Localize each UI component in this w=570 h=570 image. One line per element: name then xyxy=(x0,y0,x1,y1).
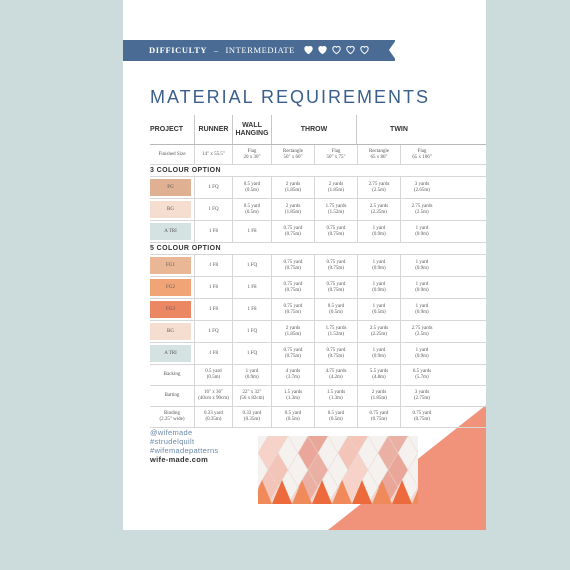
table-cell: Flag 65 x 106" xyxy=(400,145,443,164)
table-cell: 1 yard (0.9m) xyxy=(400,255,443,276)
table-cell: 1 yard (0.9m) xyxy=(400,221,443,242)
table-cell: 2 yards (1.85m) xyxy=(271,321,314,342)
table-cell: 1 yard (0.9m) xyxy=(400,343,443,364)
table-cell: 0.5 yard (0.5m) xyxy=(314,407,357,427)
table-cell: 1 yard (0.9m) xyxy=(400,299,443,320)
table-cell: 1 yard (0.5m) xyxy=(357,299,400,320)
hashtag-wifemadepatterns: #wifemadepatterns xyxy=(150,446,219,455)
banner-notch xyxy=(389,40,396,60)
table-cell: 0.33 yard (0.35m) xyxy=(232,407,271,427)
table-cell: 0.75 yard (0.75m) xyxy=(271,343,314,364)
table-cell: 1 yard (0.9m) xyxy=(357,343,400,364)
table-cell: 2.75 yards (2.5m) xyxy=(357,177,400,198)
header-cell: PROJECT xyxy=(150,125,184,133)
table-cell: 2.5 yards (2.25m) xyxy=(357,321,400,342)
table-cell: 1 yard (0.9m) xyxy=(357,277,400,298)
table-cell: 4.75 yards (4.2m) xyxy=(314,365,357,385)
table-cell: 0.75 yard (0.75m) xyxy=(357,407,400,427)
table-cell: 0.75 yard (0.75m) xyxy=(314,221,357,242)
header-cell: THROW xyxy=(271,115,356,144)
table-cell: 1 yard (0.9m) xyxy=(232,365,271,385)
table-row xyxy=(150,407,486,428)
row-label: Finished Size xyxy=(158,151,186,157)
table-cell: 0.75 yard (0.75m) xyxy=(314,277,357,298)
table-cell: 6.5 yards (5.7m) xyxy=(400,365,443,385)
heart-outline-icon xyxy=(345,44,356,55)
row-label: Backing xyxy=(163,372,181,377)
difficulty-label: DIFFICULTY xyxy=(149,45,208,55)
difficulty-banner xyxy=(123,40,395,61)
heart-outline-icon xyxy=(331,44,342,55)
header-cell: TWIN xyxy=(356,115,441,144)
table-cell: 1 yard (0.9m) xyxy=(400,277,443,298)
hashtag-strudelquilt: #strudelquilt xyxy=(150,437,195,446)
section-title: 3 COLOUR OPTION xyxy=(150,165,486,177)
material-table xyxy=(150,115,486,428)
table-cell: 1.75 yards (1.52m) xyxy=(314,321,357,342)
table-cell: Rectangle 65 x 86" xyxy=(357,145,400,164)
row-label: FG xyxy=(150,179,191,196)
table-cell: 1.5 yards (1.3m) xyxy=(271,386,314,406)
row-label: BG xyxy=(150,323,191,340)
table-cell: 2 yards (1.85m) xyxy=(271,177,314,198)
row-label: BG xyxy=(150,201,191,218)
table-cell: 1.75 yards (1.52m) xyxy=(314,199,357,220)
table-header xyxy=(150,115,486,145)
table-row xyxy=(150,277,486,299)
website-link: wife-made.com xyxy=(150,455,209,464)
table-cell: 14" x 55.5" xyxy=(194,145,232,164)
heart-outline-icon xyxy=(359,44,370,55)
row-label: Binding (2.25" wide) xyxy=(159,411,185,422)
row-label: FG2 xyxy=(150,279,191,296)
header-cell: RUNNER xyxy=(194,115,232,144)
table-cell: 1 FQ xyxy=(232,255,271,276)
footer-contacts xyxy=(150,428,218,464)
table-cell: 5.5 yards (4.8m) xyxy=(357,365,400,385)
row-label: A TRI xyxy=(150,345,191,362)
row-label: Batting xyxy=(164,393,180,398)
table-cell: 2.75 yards (2.5m) xyxy=(400,321,443,342)
difficulty-level: INTERMEDIATE xyxy=(225,45,295,55)
table-cell: 2 yards (1.85m) xyxy=(314,177,357,198)
table-cell: 1 F8 xyxy=(232,221,271,242)
table-cell: 2 yards (1.85m) xyxy=(271,199,314,220)
table-row xyxy=(150,145,486,165)
table-cell: 2 yards (1.85m) xyxy=(357,386,400,406)
table-cell: 1 FQ xyxy=(232,343,271,364)
row-label: FG3 xyxy=(150,301,191,318)
table-cell: 1 FQ xyxy=(194,199,232,220)
table-cell: 1 F8 xyxy=(194,221,232,242)
table-cell: Flag 20 x 30" xyxy=(232,145,271,164)
table-row xyxy=(150,386,486,407)
table-cell: 0.5 yard (0.5m) xyxy=(271,407,314,427)
table-row xyxy=(150,221,486,243)
table-cell: 22" x 32" (56 x 82cm) xyxy=(232,386,271,406)
table-cell: 0.5 yard (0.5m) xyxy=(194,365,232,385)
table-cell: 1 F8 xyxy=(194,343,232,364)
table-cell: 2.75 yards (2.5m) xyxy=(400,199,443,220)
header-cell: WALL HANGING xyxy=(232,115,271,144)
heart-filled-icon xyxy=(317,44,328,55)
table-cell: 1 F8 xyxy=(232,299,271,320)
table-cell: 0.75 yard (0.75m) xyxy=(271,299,314,320)
table-cell: 16" x 36" (40cm x 90cm) xyxy=(194,386,232,406)
instagram-handle: @wifemade xyxy=(150,428,193,437)
section-title: 5 COLOUR OPTION xyxy=(150,243,486,255)
table-row xyxy=(150,299,486,321)
table-cell: 2.5 yards (2.25m) xyxy=(357,199,400,220)
table-row xyxy=(150,177,486,199)
table-cell: 3 yards (2.65m) xyxy=(400,177,443,198)
table-cell: 3 yards (2.75m) xyxy=(400,386,443,406)
table-row xyxy=(150,321,486,343)
table-cell: Flag 50" x 75" xyxy=(314,145,357,164)
table-cell: 0.33 yard (0.35m) xyxy=(194,407,232,427)
page-title: MATERIAL REQUIREMENTS xyxy=(150,87,431,107)
table-row xyxy=(150,343,486,365)
table-cell: 1 F8 xyxy=(194,255,232,276)
table-cell: Rectangle 50" x 60" xyxy=(271,145,314,164)
table-row xyxy=(150,199,486,221)
table-row xyxy=(150,365,486,386)
table-cell: 0.5 yard (0.5m) xyxy=(314,299,357,320)
table-cell: 0.75 yard (0.75m) xyxy=(314,343,357,364)
table-cell: 0.5 yard (0.5m) xyxy=(232,199,271,220)
quilt-photo xyxy=(258,436,418,504)
table-cell: 1 F8 xyxy=(194,299,232,320)
table-cell: 1 F8 xyxy=(194,277,232,298)
pattern-page xyxy=(123,0,486,530)
table-cell: 1 yard (0.9m) xyxy=(357,221,400,242)
table-cell: 1 FQ xyxy=(194,321,232,342)
row-label: A TRI xyxy=(150,223,191,240)
table-cell: 0.75 yard (0.75m) xyxy=(271,221,314,242)
table-cell: 0.75 yard (0.75m) xyxy=(400,407,443,427)
table-cell: 4 yards (3.7m) xyxy=(271,365,314,385)
row-label: FG1 xyxy=(150,257,191,274)
table-cell: 0.75 yard (0.75m) xyxy=(271,255,314,276)
table-cell: 1 F8 xyxy=(232,277,271,298)
table-cell: 1.5 yards (1.3m) xyxy=(314,386,357,406)
table-cell: 1 FQ xyxy=(194,177,232,198)
table-cell: 0.75 yard (0.75m) xyxy=(314,255,357,276)
table-cell: 0.5 yard (0.5m) xyxy=(232,177,271,198)
table-cell: 1 FQ xyxy=(232,321,271,342)
difficulty-hearts xyxy=(303,44,370,57)
table-row xyxy=(150,255,486,277)
table-cell: 1 yard (0.9m) xyxy=(357,255,400,276)
difficulty-separator: – xyxy=(213,45,219,55)
heart-filled-icon xyxy=(303,44,314,55)
table-cell: 0.75 yard (0.75m) xyxy=(271,277,314,298)
